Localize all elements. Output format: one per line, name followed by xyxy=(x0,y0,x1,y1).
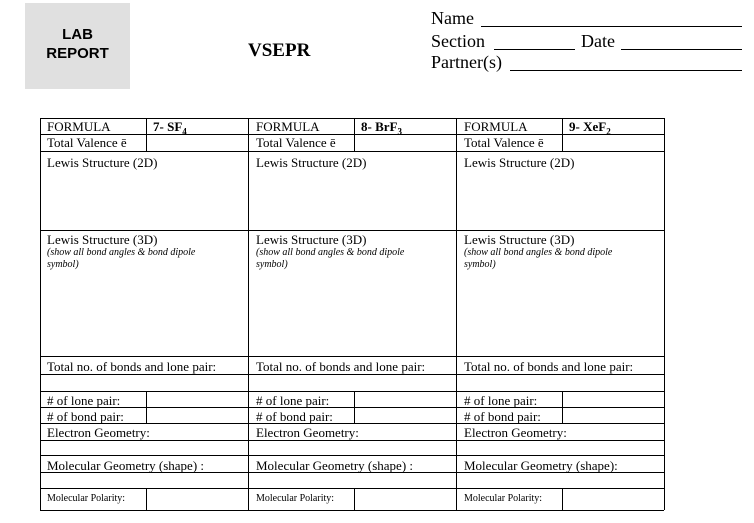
report-label: REPORT xyxy=(46,45,109,62)
total-valence-label-2: Total Valence ē xyxy=(256,135,336,150)
formula-3: 9- XeF$_2$ xyxy=(569,119,611,137)
partners-label: Partner(s) xyxy=(431,52,502,72)
lewis-2d-label-3: Lewis Structure (2D) xyxy=(464,155,575,170)
lewis-3d-note-1: (show all bond angles & bond dipole symbol) xyxy=(47,247,196,270)
formula-label-1: FORMULA xyxy=(47,119,111,134)
lab-label: LAB xyxy=(62,26,93,43)
bond-pair-label-3: # of bond pair: xyxy=(464,409,541,424)
total-bonds-label-1: Total no. of bonds and lone pair: xyxy=(47,359,217,374)
formula-label-3: FORMULA xyxy=(464,119,528,134)
lone-pair-label-3: # of lone pair: xyxy=(464,393,538,408)
total-valence-label-3: Total Valence ē xyxy=(464,135,544,150)
lewis-3d-note-2: (show all bond angles & bond dipole symbol) xyxy=(256,247,405,270)
partners-field[interactable] xyxy=(510,70,742,71)
lewis-3d-note-3: (show all bond angles & bond dipole symbol) xyxy=(464,247,613,270)
molecular-polarity-label-2: Molecular Polarity: xyxy=(256,493,335,504)
molecular-geometry-label-3: Molecular Geometry (shape): xyxy=(464,458,618,473)
electron-geometry-label-1: Electron Geometry: xyxy=(47,425,150,440)
section-label: Section xyxy=(431,31,485,51)
lone-pair-label-2: # of lone pair: xyxy=(256,393,330,408)
lewis-2d-label-1: Lewis Structure (2D) xyxy=(47,155,158,170)
lewis-3d-label-3: Lewis Structure (3D) xyxy=(464,232,575,247)
molecular-polarity-label-3: Molecular Polarity: xyxy=(464,493,543,504)
lab-report-box xyxy=(25,3,130,89)
lewis-3d-label-1: Lewis Structure (3D) xyxy=(47,232,158,247)
molecular-geometry-label-2: Molecular Geometry (shape) : xyxy=(256,458,414,473)
name-field[interactable] xyxy=(481,26,742,27)
bond-pair-label-2: # of bond pair: xyxy=(256,409,333,424)
page-title: VSEPR xyxy=(248,40,311,61)
electron-geometry-label-2: Electron Geometry: xyxy=(256,425,359,440)
total-valence-label-1: Total Valence ē xyxy=(47,135,127,150)
molecular-geometry-label-1: Molecular Geometry (shape) : xyxy=(47,458,205,473)
name-label: Name xyxy=(431,8,474,28)
formula-label-2: FORMULA xyxy=(256,119,320,134)
date-field[interactable] xyxy=(621,49,742,50)
total-bonds-label-3: Total no. of bonds and lone pair: xyxy=(464,359,634,374)
lewis-2d-label-2: Lewis Structure (2D) xyxy=(256,155,367,170)
lewis-3d-label-2: Lewis Structure (3D) xyxy=(256,232,367,247)
date-label: Date xyxy=(581,31,615,51)
electron-geometry-label-3: Electron Geometry: xyxy=(464,425,567,440)
bond-pair-label-1: # of bond pair: xyxy=(47,409,124,424)
formula-2: 8- BrF$_3$ xyxy=(361,119,402,137)
molecular-polarity-label-1: Molecular Polarity: xyxy=(47,493,126,504)
total-bonds-label-2: Total no. of bonds and lone pair: xyxy=(256,359,426,374)
formula-1: 7- $SF_4$ xyxy=(153,119,187,137)
section-field[interactable] xyxy=(494,49,575,50)
lone-pair-label-1: # of lone pair: xyxy=(47,393,121,408)
